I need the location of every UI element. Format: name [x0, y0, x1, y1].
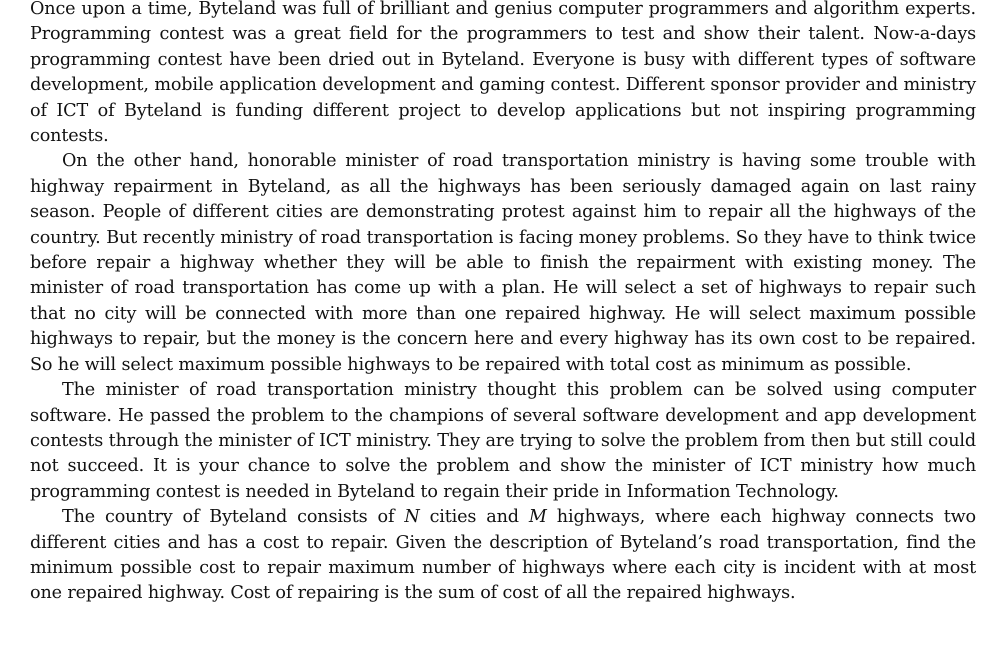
problem-statement	[30, 0, 976, 607]
paragraph-intro: Once upon a time, Byteland was full of brilliant and genius computer programmers and algorithm experts. Programming contest was a great field for the programmers to test and show their talent. Now-a-days programming contest have been dried out in Byteland. Everyone is busy with different types of software development, mobile application development and gaming contest. Different sponsor provider and ministry of ICT of Byteland is funding different project to develop applications but not inspiring programming contests.	[30, 0, 976, 147]
text-segment: highways, where each highway connects two different cities and has a cost to repair. Given the description of Byteland’s road transportation, find the minimum possible cost to repair maximum number of highways where each city is incident with at most one repaired highway. Cost of repairing is the sum of cost of all the repaired highways.	[30, 507, 976, 604]
variable-n: N	[404, 507, 420, 528]
variable-m: M	[528, 507, 547, 528]
text-segment: cities and	[419, 507, 529, 528]
paragraph-software-solution: The minister of road transportation ministry thought this problem can be solved using computer software. He passed the problem to the champions of several software development and app development contests through the minister of ICT ministry. They are trying to solve the problem from then but still could not succeed. It is your chance to solve the problem and show the minister of ICT ministry how much programming contest is needed in Byteland to regain their pride in Information Technology.	[30, 380, 976, 502]
paragraph-minister-plan: On the other hand, honorable minister of road transportation ministry is having some trouble with highway repairment in Byteland, as all the highways has been seriously damaged again on last rainy season. People of different cities are demonstrating protest against him to repair all the highways of the country. But recently ministry of road transportation is facing money problems. So they have to think twice before repair a highway whether they will be able to finish the repairment with existing money. The minister of road transportation has come up with a plan. He will select a set of highways to repair such that no city will be connected with more than one repaired highway. He will select maximum possible highways to repair, but the money is the concern here and every highway has its own cost to be repaired. So he will select maximum possible highways to be repaired with total cost as minimum as possible.	[30, 151, 976, 375]
text-segment: The country of Byteland consists of	[62, 507, 405, 528]
paragraph-problem-definition	[30, 505, 976, 607]
